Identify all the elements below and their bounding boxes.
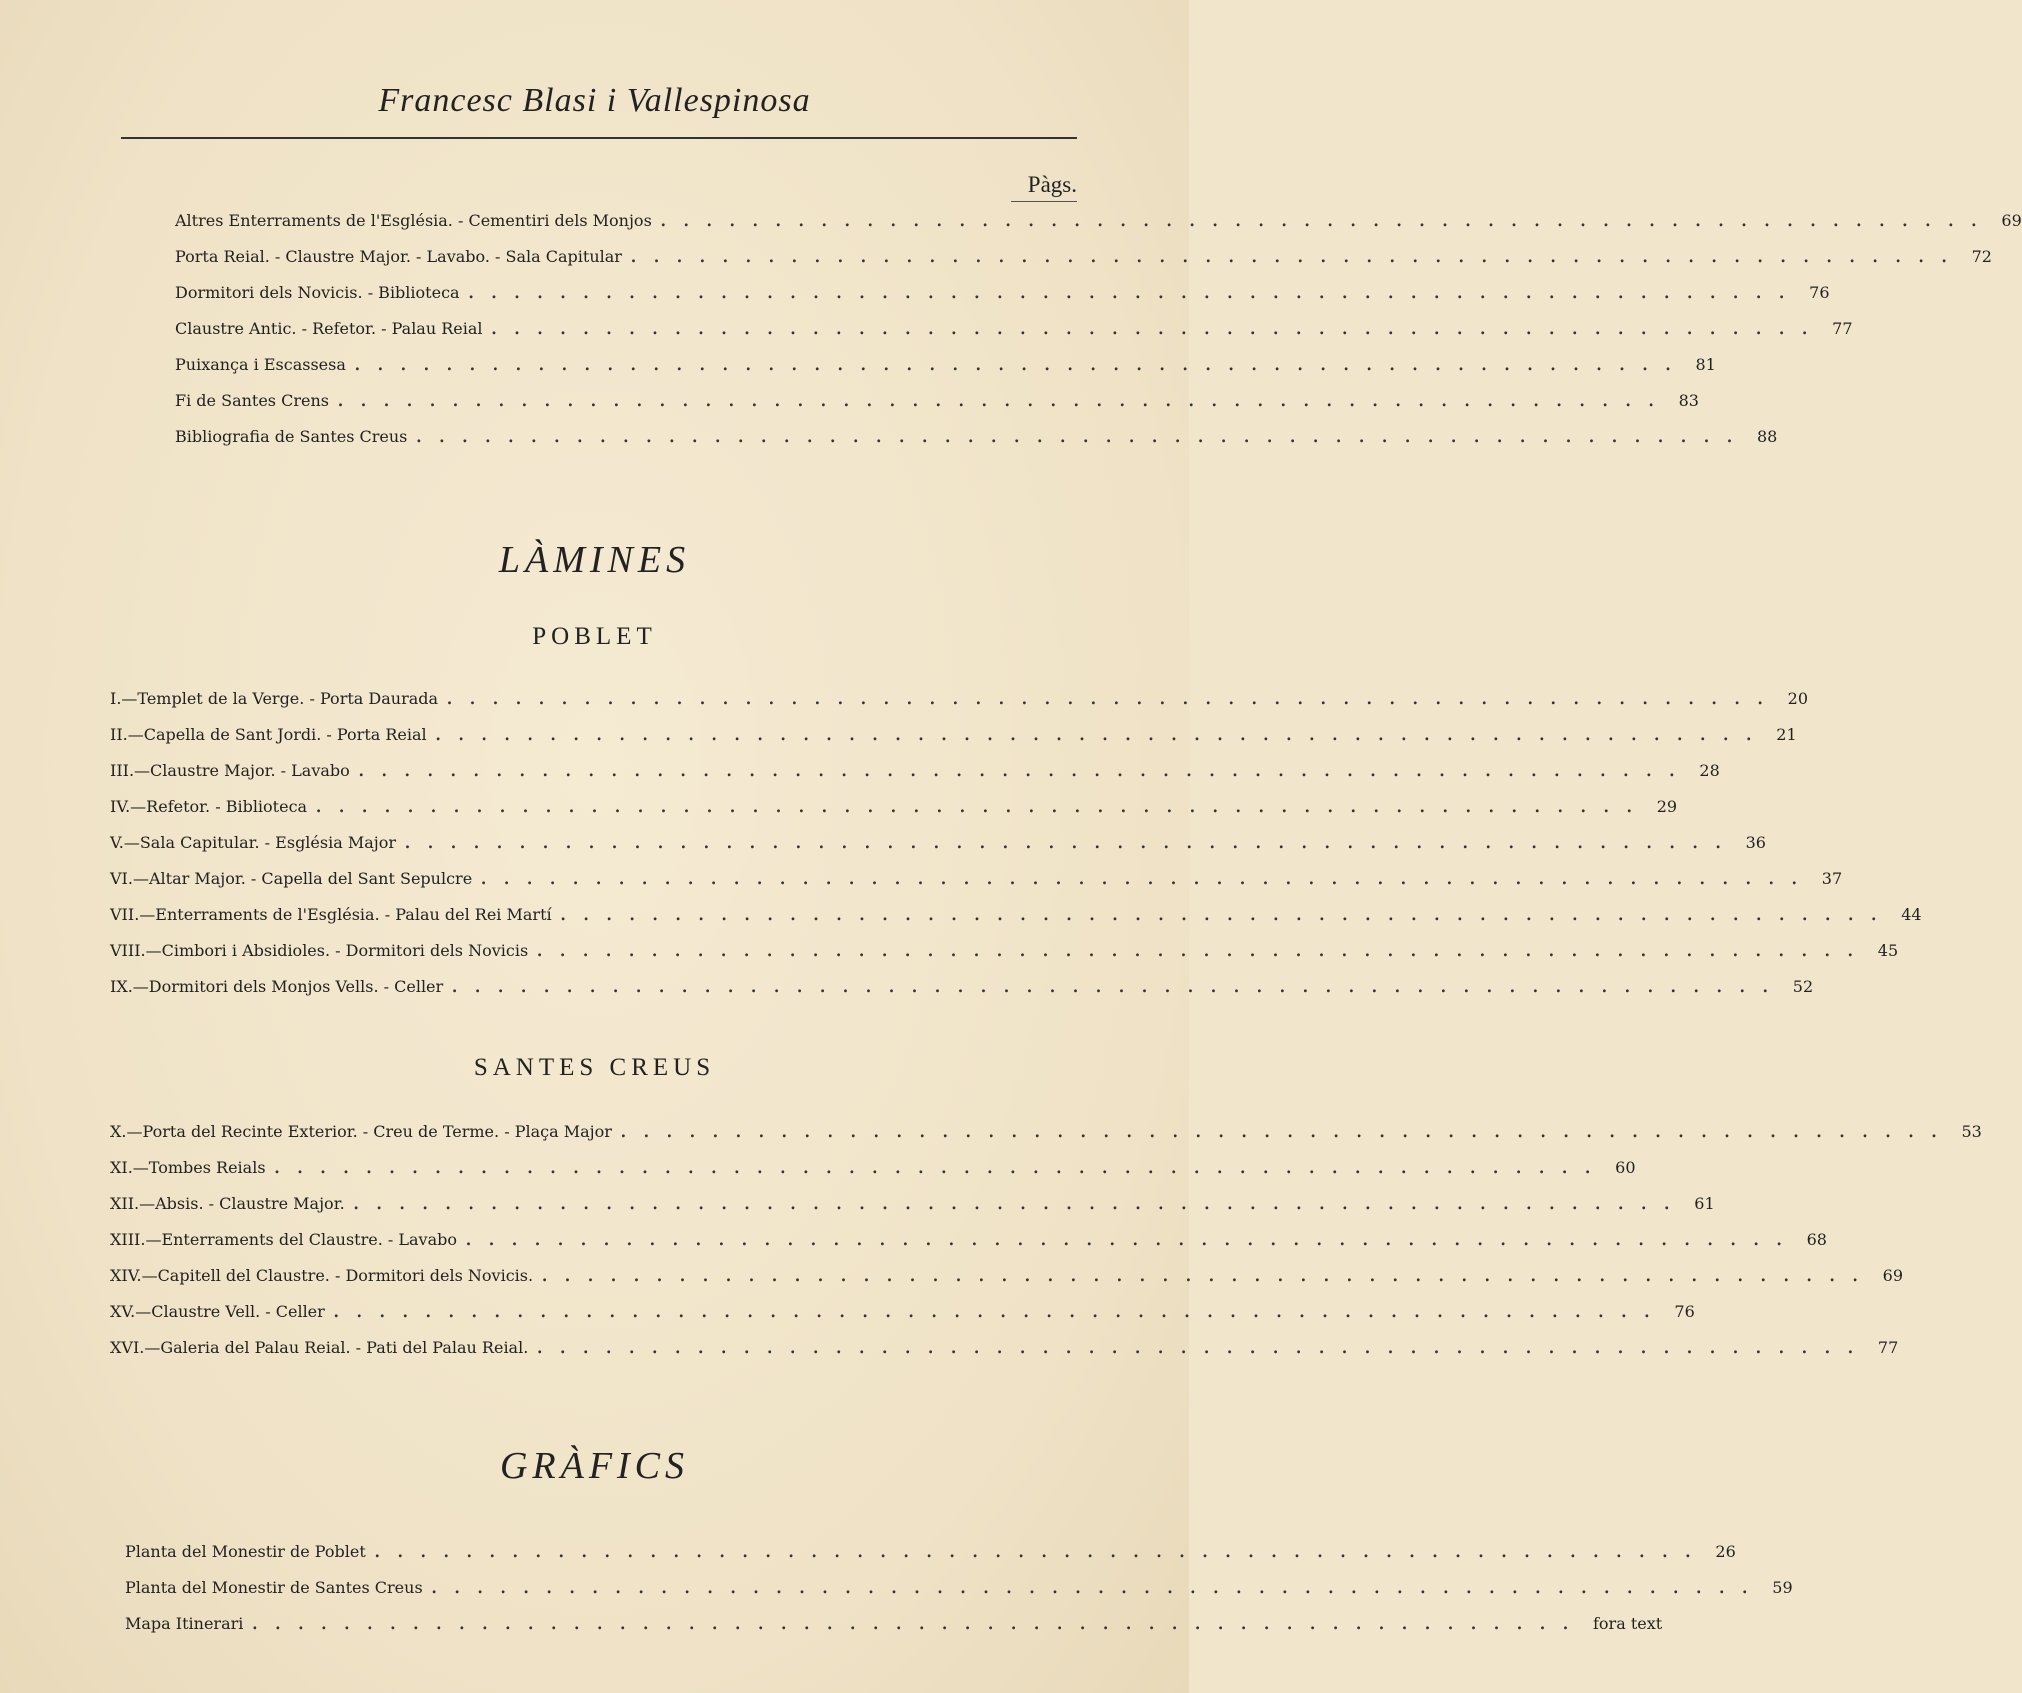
plate-title: Enterraments del Claustre. - Lavabo <box>161 1230 457 1249</box>
plate-entry: XIV. — Capitell del Claustre. - Dormitori dels Novicis. .......................................................... 69 <box>110 1262 1904 1287</box>
plate-title: Sala Capitular. - Església Major <box>139 833 397 852</box>
plate-entry: IX. — Dormitori dels Monjos Vells. - Celler .......................................................... 52 <box>110 973 1814 998</box>
dot-leader: .......................................................... <box>559 901 1894 926</box>
pags-label: Pàgs. <box>1027 172 1077 197</box>
plate-entry: III. — Claustre Major. - Lavabo .......................................................... 28 <box>110 757 1720 782</box>
plate-page: 61 <box>1694 1194 1715 1213</box>
dot-leader: .......................................................... <box>541 1262 1875 1287</box>
toc-entry <box>175 243 1992 268</box>
plate-title: Refetor. - Biblioteca <box>146 797 308 816</box>
toc-entry-title: Dormitori dels Novicis. - Biblioteca <box>175 283 460 302</box>
toc-entry-page: 69 <box>2001 211 2022 230</box>
dot-leader: .......................................................... <box>490 315 1825 340</box>
toc-entry-title: Puixança i Escassesa <box>175 355 346 374</box>
dot-leader: .......................................................... <box>357 757 1692 782</box>
toc-entry-page: 83 <box>1678 391 1699 410</box>
plate-entry: V. — Sala Capitular. - Església Major .......................................................... 36 <box>110 829 1766 854</box>
dot-leader: .......................................................... <box>536 1334 1870 1359</box>
toc-entry-page: 81 <box>1695 355 1716 374</box>
plate-title: Enterraments de l'Església. - Palau del Rei Martí <box>155 905 552 924</box>
santes-creus-heading: SANTES CREUS <box>473 1054 716 1081</box>
plate-number: III. <box>110 761 135 780</box>
plate-number: XII. <box>110 1194 140 1213</box>
lamines-heading: LÀMINES <box>498 539 691 581</box>
plate-page: 29 <box>1656 797 1678 816</box>
dot-leader: .......................................................... <box>352 1190 1687 1215</box>
dot-leader: .......................................................... <box>480 865 1814 890</box>
poblet-heading: POBLET <box>532 623 657 650</box>
header-rule <box>121 137 1077 139</box>
plate-number: X. <box>110 1122 127 1141</box>
plate-title: Galeria del Palau Reial. - Pati del Palau Reial. <box>160 1338 529 1357</box>
dot-leader: .......................................................... <box>434 721 1769 746</box>
plate-page: 69 <box>1882 1266 1904 1285</box>
dot-leader: .......................................................... <box>659 207 1994 232</box>
toc-entry-title: Fi de Santes Crens <box>175 391 329 410</box>
plate-number: VII. <box>110 905 140 924</box>
graphic-page: fora text <box>1593 1614 1663 1633</box>
toc-entry <box>175 351 1716 376</box>
dot-leader: .......................................................... <box>536 937 1870 962</box>
plate-page: 68 <box>1806 1230 1827 1249</box>
dot-leader: .......................................................... <box>273 1154 1608 1179</box>
running-head: Francesc Blasi i Vallespinosa <box>378 82 811 119</box>
toc-entry <box>175 387 1699 412</box>
plate-page: 36 <box>1745 833 1766 852</box>
plate-number: IX. <box>110 977 133 996</box>
plate-title: Absis. - Claustre Major. <box>155 1194 345 1213</box>
plate-entry: XVI. — Galeria del Palau Reial. - Pati del Palau Reial. .......................................................... 77 <box>110 1334 1899 1359</box>
plate-entry: XIII. — Enterraments del Claustre. - Lavabo .......................................................... 68 <box>110 1226 1827 1251</box>
dot-leader: .......................................................... <box>451 973 1785 998</box>
plate-entry: II. — Capella de Sant Jordi. - Porta Reial .......................................................... 21 <box>110 721 1797 746</box>
toc-entry-page: 76 <box>1809 283 1830 302</box>
toc-entry-page: 77 <box>1832 319 1853 338</box>
plate-title: Templet de la Verge. - Porta Daurada <box>137 689 439 708</box>
dot-leader: .......................................................... <box>430 1574 1765 1599</box>
plate-entry: IV. — Refetor. - Biblioteca .......................................................... 29 <box>110 793 1678 818</box>
plate-number: VI. <box>110 869 133 888</box>
graphic-entry <box>125 1574 1793 1599</box>
plate-number: XV. <box>110 1302 136 1321</box>
graphic-page: 59 <box>1772 1578 1793 1597</box>
toc-entry-title: Altres Enterraments de l'Església. - Cementiri dels Monjos <box>175 211 652 230</box>
plate-title: Dormitori dels Monjos Vells. - Celler <box>148 977 444 996</box>
plate-page: 21 <box>1776 725 1797 744</box>
plate-title: Tombes Reials <box>148 1158 266 1177</box>
toc-entry <box>175 279 1830 304</box>
toc-entry-page: 72 <box>1971 247 1992 266</box>
plate-number: II. <box>110 725 128 744</box>
dot-leader: .......................................................... <box>464 1226 1799 1251</box>
graphic-title: Planta del Monestir de Santes Creus <box>125 1578 423 1597</box>
plate-entry: VII. — Enterraments de l'Església. - Palau del Rei Martí .......................................................... 44 <box>110 901 1922 926</box>
toc-entry-title: Claustre Antic. - Refetor. - Palau Reial <box>175 319 483 338</box>
plate-title: Altar Major. - Capella del Sant Sepulcre <box>148 869 473 888</box>
plate-entry: XII. — Absis. - Claustre Major. .......................................................... 61 <box>110 1190 1715 1215</box>
dot-leader: .......................................................... <box>315 793 1649 818</box>
graphic-entry <box>125 1610 1663 1635</box>
plate-entry: I. — Templet de la Verge. - Porta Daurada .......................................................... 20 <box>110 685 1808 710</box>
plate-title: Capitell del Claustre. - Dormitori dels Novicis. <box>157 1266 534 1285</box>
dot-leader: .......................................................... <box>332 1298 1667 1323</box>
plate-page: 53 <box>1961 1122 1982 1141</box>
plate-title: Claustre Vell. - Celler <box>151 1302 325 1321</box>
grafics-heading: GRÀFICS <box>499 1445 690 1487</box>
graphic-title: Mapa Itinerari <box>125 1614 244 1633</box>
plate-number: IV. <box>110 797 131 816</box>
plate-title: Porta del Recinte Exterior. - Creu de Terme. - Plaça Major <box>142 1122 612 1141</box>
plate-page: 28 <box>1699 761 1720 780</box>
plate-number: I. <box>110 689 122 708</box>
dot-leader: .......................................................... <box>336 387 1671 412</box>
toc-entry-title: Porta Reial. - Claustre Major. - Lavabo. - Sala Capitular <box>175 247 622 266</box>
plate-page: 20 <box>1787 689 1808 708</box>
dot-leader: .......................................................... <box>404 829 1738 854</box>
dot-leader: .......................................................... <box>446 685 1780 710</box>
plate-number: XI. <box>110 1158 133 1177</box>
plate-page: 76 <box>1674 1302 1695 1321</box>
graphic-page: 26 <box>1715 1542 1736 1561</box>
plate-page: 45 <box>1877 941 1899 960</box>
plate-page: 60 <box>1615 1158 1636 1177</box>
toc-entry-title: Bibliografia de Santes Creus <box>175 427 408 446</box>
dot-leader: .......................................................... <box>467 279 1802 304</box>
toc-entry <box>175 315 1853 340</box>
plate-title: Cimbori i Absidioles. - Dormitori dels Novicis <box>161 941 529 960</box>
dot-leader: .......................................................... <box>373 1538 1708 1563</box>
dot-leader: .......................................................... <box>619 1118 1954 1143</box>
plate-entry: VI. — Altar Major. - Capella del Sant Sepulcre .......................................................... 37 <box>110 865 1843 890</box>
dot-leader: .......................................................... <box>629 243 1964 268</box>
plate-entry: VIII. — Cimbori i Absidioles. - Dormitori dels Novicis .......................................................... 45 <box>110 937 1899 962</box>
graphic-entry <box>125 1538 1736 1563</box>
plate-page: 37 <box>1821 869 1843 888</box>
plate-number: XIII. <box>110 1230 146 1249</box>
plate-page: 77 <box>1877 1338 1899 1357</box>
toc-entry <box>175 207 2022 232</box>
toc-entry-page: 88 <box>1757 427 1778 446</box>
plate-entry: XI. — Tombes Reials .......................................................... 60 <box>110 1154 1636 1179</box>
toc-entry <box>175 423 1778 448</box>
dot-leader: .......................................................... <box>251 1610 1585 1635</box>
plate-number: VIII. <box>110 941 146 960</box>
dot-leader: .......................................................... <box>415 423 1749 448</box>
plate-title: Claustre Major. - Lavabo <box>150 761 350 780</box>
plate-page: 44 <box>1901 905 1922 924</box>
plate-number: XVI. <box>110 1338 145 1357</box>
graphic-title: Planta del Monestir de Poblet <box>125 1542 366 1561</box>
pags-underline <box>1011 201 1077 202</box>
plate-page: 52 <box>1792 977 1814 996</box>
dot-leader: .......................................................... <box>353 351 1688 376</box>
plate-number: XIV. <box>110 1266 142 1285</box>
plate-entry: X. — Porta del Recinte Exterior. - Creu de Terme. - Plaça Major .......................................................... 53 <box>110 1118 1982 1143</box>
plate-number: V. <box>110 833 124 852</box>
plate-entry: XV. — Claustre Vell. - Celler .......................................................... 76 <box>110 1298 1695 1323</box>
plate-title: Capella de Sant Jordi. - Porta Reial <box>143 725 427 744</box>
